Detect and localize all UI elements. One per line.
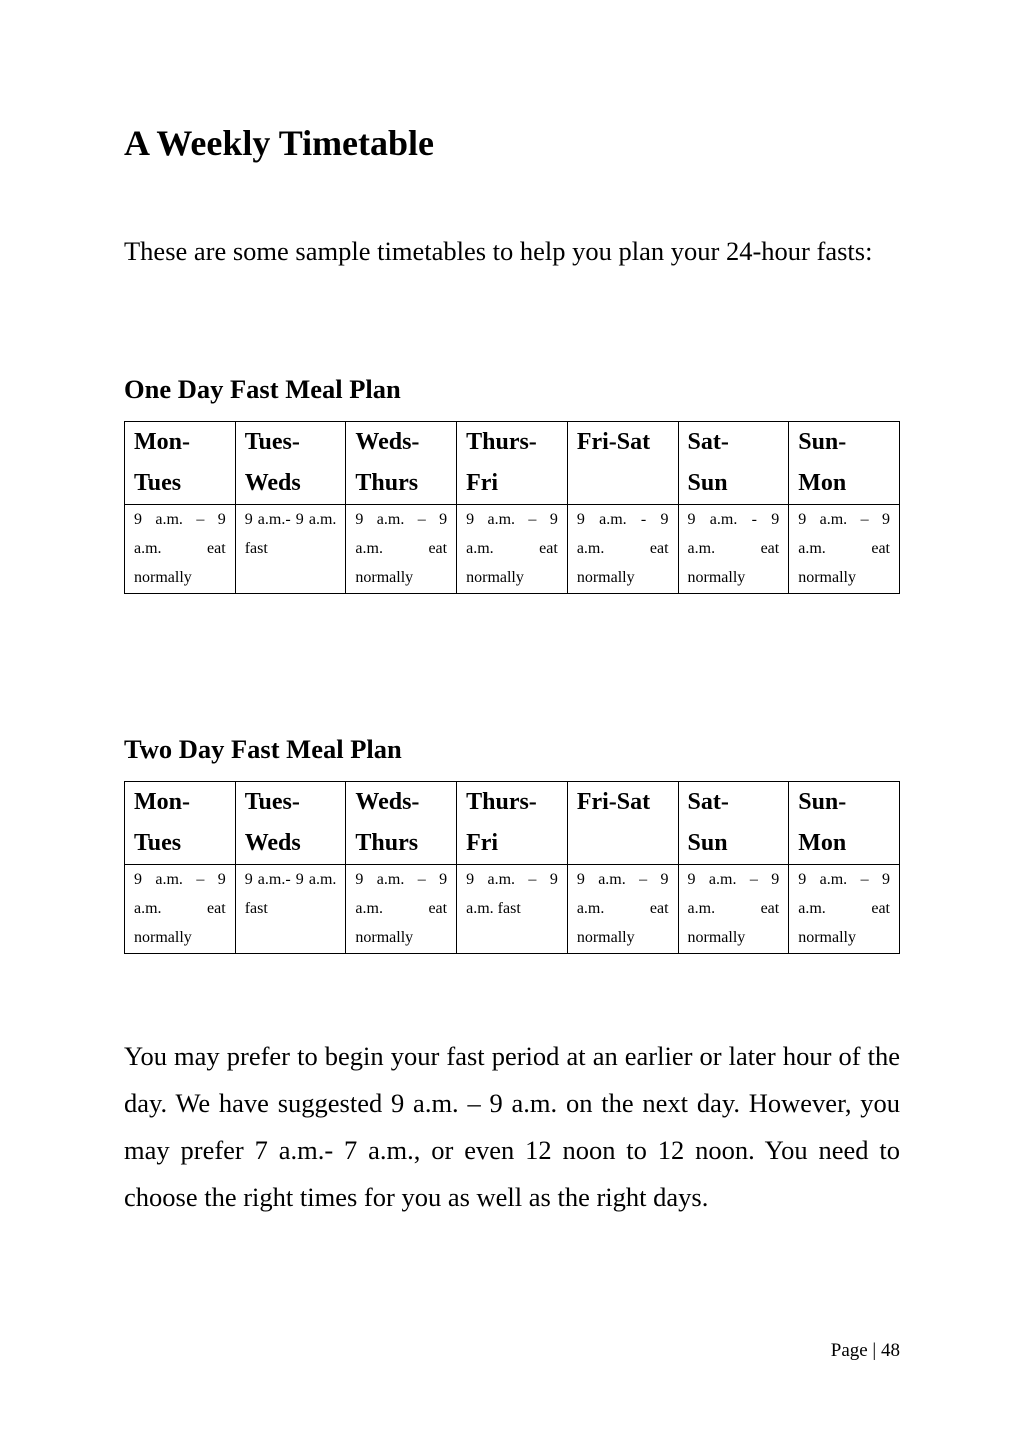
one-day-plan-title: One Day Fast Meal Plan [124, 374, 401, 404]
column-header: Mon- Tues [125, 782, 236, 865]
column-header: Mon- Tues [125, 422, 236, 505]
table-cell: 9 a.m. – 9 a.m. eat normally [789, 505, 900, 594]
table-cell: 9 a.m.- 9 a.m. fast [235, 505, 346, 594]
table-cell: 9 a.m. – 9 a.m. eat normally [125, 865, 236, 954]
page-number: Page | 48 [830, 1340, 900, 1361]
table-cell: 9 a.m. – 9 a.m. eat normally [789, 865, 900, 954]
column-header: Thurs- Fri [457, 782, 568, 865]
table-cell: 9 a.m. – 9 a.m. eat normally [346, 505, 457, 594]
table-cell: 9 a.m. - 9 a.m. eat normally [567, 505, 678, 594]
table-header-row [125, 422, 900, 505]
column-header: Sun- Mon [789, 782, 900, 865]
column-header: Thurs- Fri [457, 422, 568, 505]
table-row [125, 505, 900, 594]
table-cell: 9 a.m. – 9 a.m. eat normally [125, 505, 236, 594]
closing-paragraph: You may prefer to begin your fast period at an earlier or later hour of the day. We have suggested 9 a.m. – 9 a.m. on the next day. However, you may prefer 7 a.m.- 7 a.m., or even 12 noon to 12 noon. You need to choose the right times for you as well as the right days. [124, 1041, 900, 1212]
table-cell: 9 a.m. – 9 a.m. eat normally [457, 505, 568, 594]
table-row [125, 865, 900, 954]
page-title: A Weekly Timetable [124, 123, 435, 163]
column-header: Sun- Mon [789, 422, 900, 505]
column-header: Weds- Thurs [346, 422, 457, 505]
table-cell: 9 a.m. - 9 a.m. eat normally [678, 505, 789, 594]
two-day-plan-title: Two Day Fast Meal Plan [124, 734, 402, 764]
table-cell: 9 a.m. – 9 a.m. fast [457, 865, 568, 954]
column-header: Sat- Sun [678, 782, 789, 865]
column-header: Tues- Weds [235, 422, 346, 505]
column-header: Fri-Sat [567, 782, 678, 865]
table-cell: 9 a.m. – 9 a.m. eat normally [678, 865, 789, 954]
intro-paragraph: These are some sample timetables to help you plan your 24-hour fasts: [124, 236, 873, 266]
table-header-row [125, 782, 900, 865]
column-header: Weds- Thurs [346, 782, 457, 865]
table-cell: 9 a.m.- 9 a.m. fast [235, 865, 346, 954]
table-cell: 9 a.m. – 9 a.m. eat normally [346, 865, 457, 954]
column-header: Tues- Weds [235, 782, 346, 865]
two-day-plan-table [124, 781, 900, 954]
column-header: Sat- Sun [678, 422, 789, 505]
table-cell: 9 a.m. – 9 a.m. eat normally [567, 865, 678, 954]
one-day-plan-table [124, 421, 900, 594]
column-header: Fri-Sat [567, 422, 678, 505]
